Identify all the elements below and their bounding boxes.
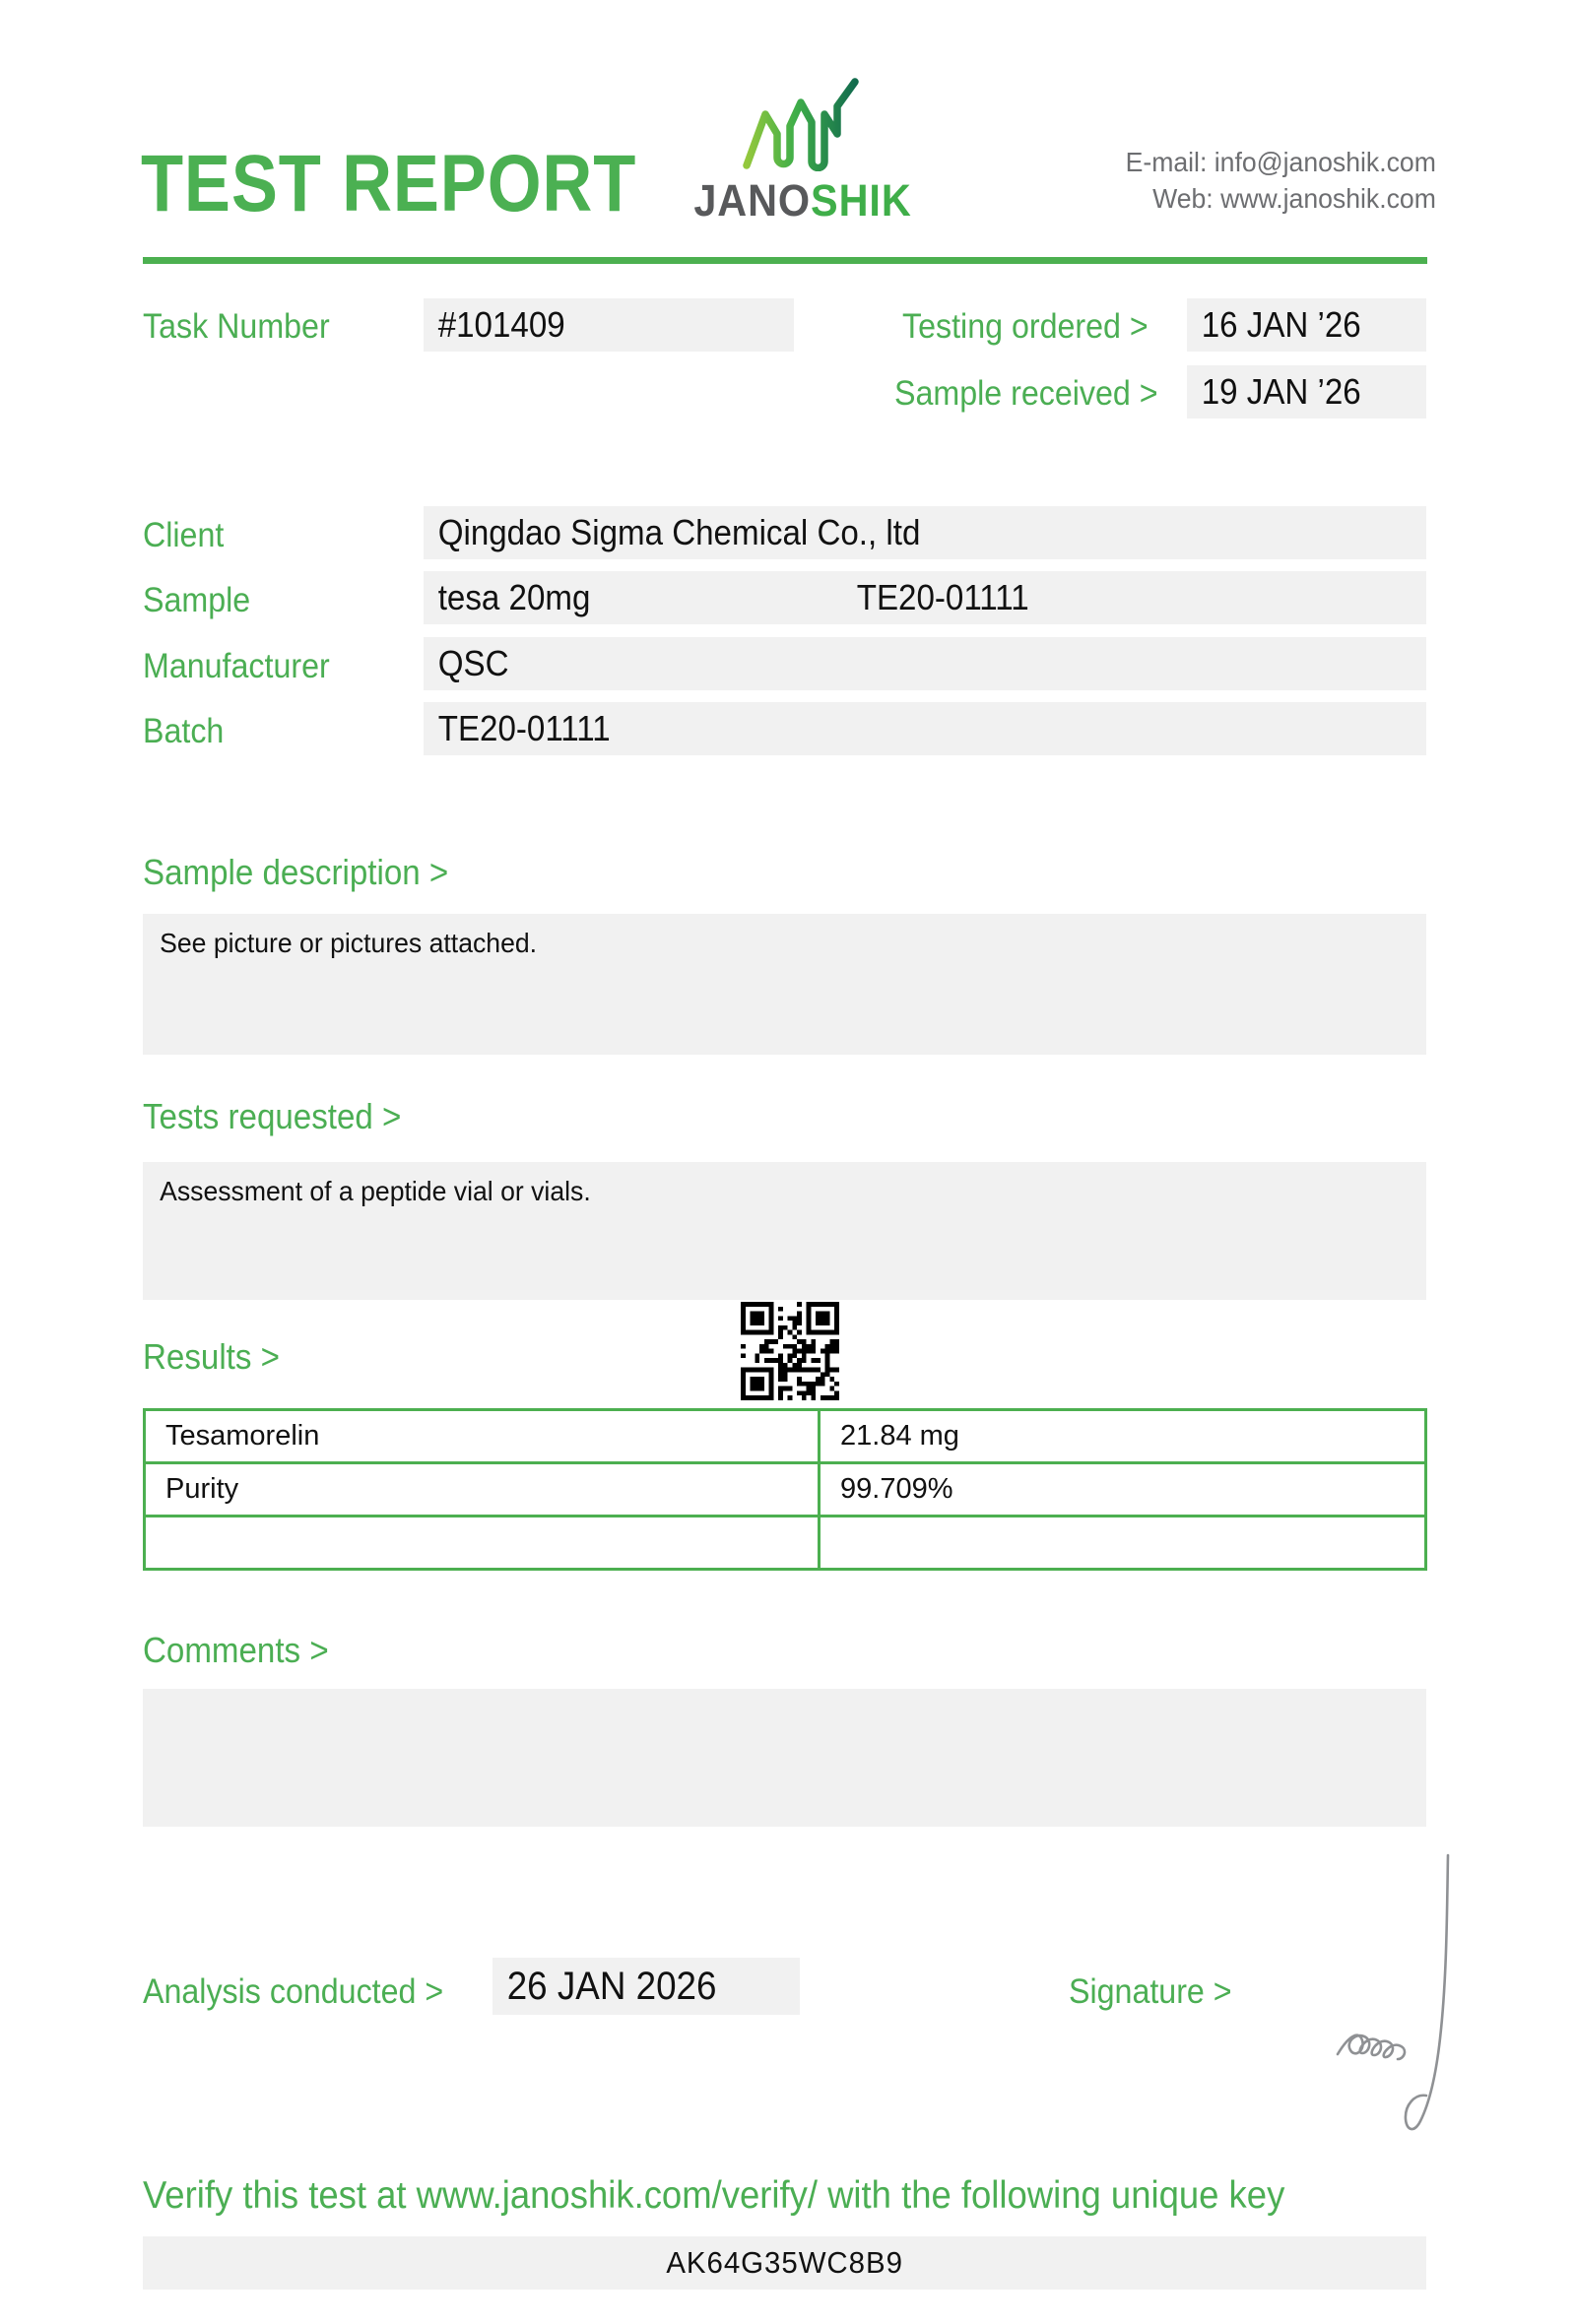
sample-code-value: TE20-01111: [856, 577, 1029, 617]
client-box: [424, 506, 1426, 559]
result-value-cell: 99.709%: [820, 1463, 1426, 1517]
manufacturer-box: [424, 637, 1426, 690]
signature-image: [1300, 1849, 1458, 2137]
tests-requested-content: Assessment of a peptide vial or vials.: [160, 1176, 591, 1206]
testing-ordered-value: 16 JAN ’26: [1201, 304, 1361, 345]
tests-requested-box: [143, 1162, 1426, 1300]
analysis-date-box: [492, 1958, 800, 2015]
task-number-value: #101409: [437, 304, 565, 345]
verify-text: Verify this test at www.janoshik.com/verify/ with the following unique key: [143, 2174, 1285, 2217]
janoshik-logo: [680, 77, 926, 226]
analysis-date-value: 26 JAN 2026: [506, 1964, 717, 2008]
manufacturer-value: QSC: [437, 643, 509, 683]
chart-trend-icon: [740, 77, 866, 171]
analysis-conducted-label: Analysis conducted >: [143, 1972, 444, 2011]
signature-label: Signature >: [1069, 1972, 1232, 2011]
unique-key-value: AK64G35WC8B9: [666, 2245, 903, 2280]
sample-box: [424, 571, 1426, 624]
qr-code: [741, 1302, 839, 1400]
header-divider: [143, 257, 1427, 264]
table-row: [145, 1410, 1426, 1463]
sample-received-value: 19 JAN ’26: [1201, 371, 1361, 412]
logo-word-dark: JANO: [693, 175, 812, 226]
batch-box: [424, 702, 1426, 755]
client-label: Client: [143, 516, 225, 554]
testing-ordered-label: Testing ordered >: [902, 307, 1149, 346]
table-row: [145, 1517, 1426, 1570]
comments-heading: Comments >: [143, 1630, 329, 1670]
comments-box: [143, 1689, 1426, 1827]
batch-label: Batch: [143, 712, 225, 750]
sample-received-box: [1187, 365, 1426, 419]
table-row: [145, 1463, 1426, 1517]
sample-description-box: [143, 914, 1426, 1055]
tests-requested-heading: Tests requested >: [143, 1096, 402, 1136]
unique-key-bar: [143, 2236, 1426, 2290]
result-name-cell: Tesamorelin: [145, 1410, 820, 1463]
client-value: Qingdao Sigma Chemical Co., ltd: [437, 512, 921, 552]
logo-word-green: SHIK: [811, 175, 912, 226]
logo-wordmark: [690, 175, 916, 226]
contact-info: [1126, 144, 1436, 217]
result-value-cell: 21.84 mg: [820, 1410, 1426, 1463]
contact-web: Web: www.janoshik.com: [1152, 183, 1436, 214]
result-value-cell: [820, 1517, 1426, 1570]
contact-email: E-mail: info@janoshik.com: [1125, 147, 1436, 177]
results-table: [143, 1408, 1427, 1571]
task-number-label: Task Number: [143, 307, 330, 346]
sample-description-content: See picture or pictures attached.: [160, 928, 538, 958]
testing-ordered-box: [1187, 298, 1426, 352]
sample-received-label: Sample received >: [894, 374, 1158, 413]
sample-label: Sample: [143, 581, 251, 619]
manufacturer-label: Manufacturer: [143, 647, 330, 685]
sample-description-heading: Sample description >: [143, 852, 449, 892]
batch-value: TE20-01111: [437, 708, 611, 748]
task-number-box: [424, 298, 794, 352]
result-name-cell: Purity: [145, 1463, 820, 1517]
sample-value: tesa 20mg: [437, 577, 591, 617]
results-heading: Results >: [143, 1336, 280, 1377]
page-title: TEST REPORT: [141, 139, 637, 228]
result-name-cell: [145, 1517, 820, 1570]
